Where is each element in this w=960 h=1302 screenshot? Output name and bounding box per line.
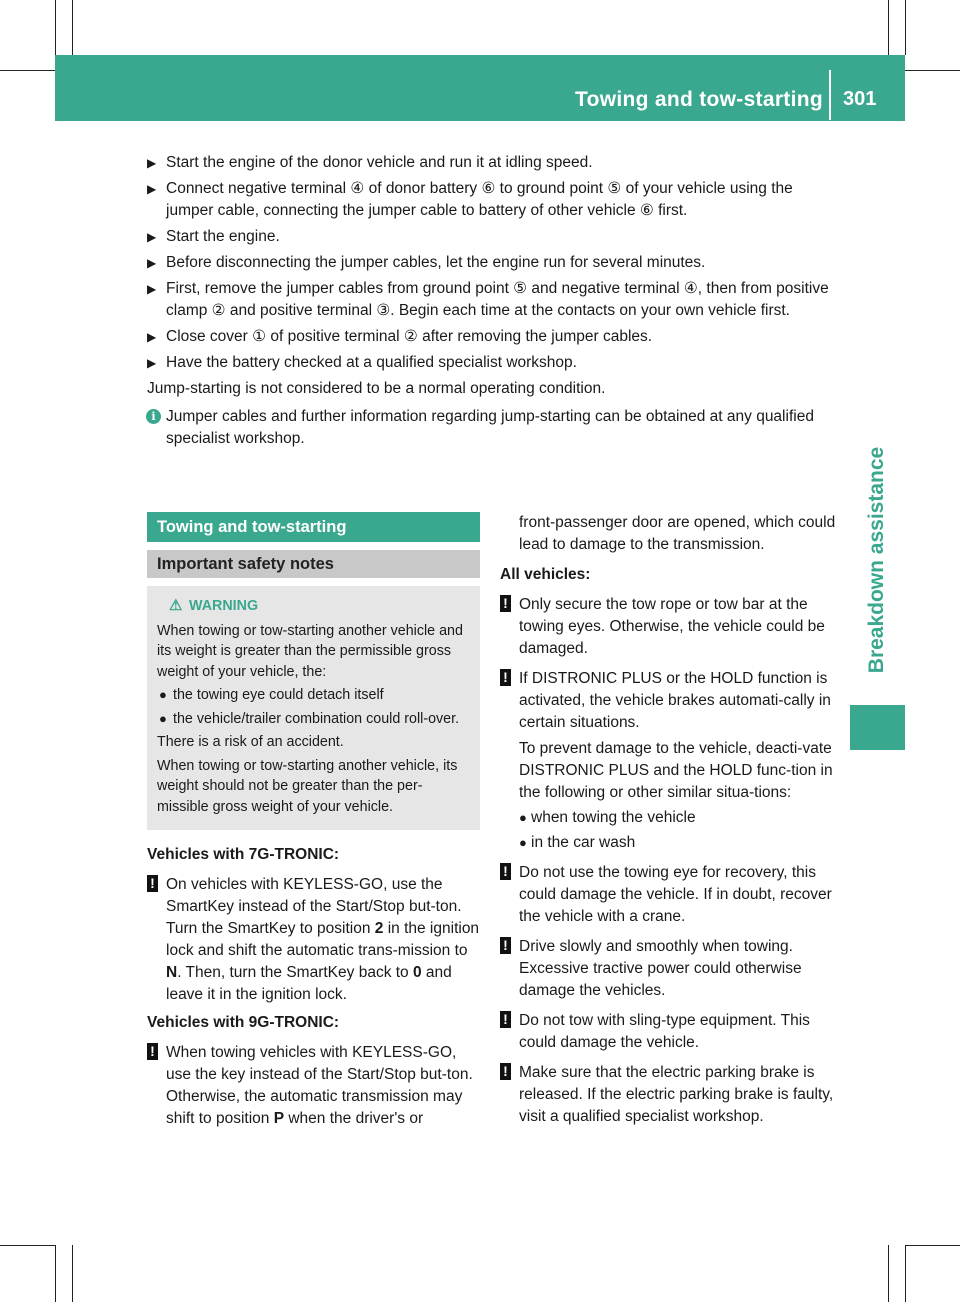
step-item: ▶ Close cover ① of positive terminal ② after removing the jumper cables. — [147, 326, 837, 348]
page-title: Towing and tow-starting — [575, 88, 823, 111]
heading-all-vehicles: All vehicles: — [500, 566, 591, 583]
side-tab-marker — [850, 705, 905, 750]
warning-title: ⚠ WARNING — [157, 596, 472, 617]
warning-icon: ⚠ — [169, 597, 183, 614]
step-item: ▶ Before disconnecting the jumper cables, let the engine run for several minutes. — [147, 252, 837, 274]
note-item: ! If DISTRONIC PLUS or the HOLD function is activated, the vehicle brakes automati-cally in certain situations. — [500, 668, 836, 734]
page-number: 301 — [843, 88, 877, 110]
arrow-icon: ▶ — [147, 282, 157, 296]
step-item: ▶ Start the engine of the donor vehicle and run it at idling speed. — [147, 152, 837, 174]
crop-mark — [905, 1245, 960, 1246]
bullet-icon: ● — [519, 835, 527, 850]
section-heading: Towing and tow-starting — [147, 512, 480, 542]
side-tab-label: Breakdown assistance — [865, 446, 888, 674]
right-column — [500, 512, 836, 1132]
arrow-icon: ▶ — [147, 356, 157, 370]
warning-intro: When towing or tow-starting another vehicle and its weight is greater than the permissible gross weight of your vehicle, the: — [157, 622, 463, 680]
attention-icon: ! — [147, 1043, 158, 1060]
attention-icon: ! — [500, 669, 511, 686]
note-item: ! Drive slowly and smoothly when towing. Excessive tractive power could otherwise damage the vehicles. — [500, 936, 836, 1002]
warning-bullet: ● the vehicle/trailer combination could roll-over. — [157, 709, 472, 730]
crop-mark — [888, 0, 889, 55]
crop-mark — [72, 0, 73, 55]
note-9g-tronic: ! When towing vehicles with KEYLESS-GO, use the key instead of the Start/Stop but-ton. Otherwise, the automatic transmission may shift to position P when the driver's or — [147, 1042, 480, 1130]
step-item: ▶ Have the battery checked at a qualified specialist workshop. — [147, 352, 837, 374]
attention-icon: ! — [500, 937, 511, 954]
note-item: ! Make sure that the electric parking brake is released. If the electric parking brake is faulty, visit a qualified specialist workshop. — [500, 1062, 836, 1128]
bullet-icon: ● — [519, 810, 527, 825]
arrow-icon: ▶ — [147, 256, 157, 270]
heading-7g-tronic: Vehicles with 7G-TRONIC: — [147, 846, 340, 863]
crop-mark — [55, 1245, 56, 1302]
attention-icon: ! — [500, 1011, 511, 1028]
arrow-icon: ▶ — [147, 230, 157, 244]
arrow-icon: ▶ — [147, 330, 157, 344]
warning-box — [147, 586, 480, 830]
crop-mark — [0, 1245, 55, 1246]
crop-mark — [55, 0, 56, 55]
bullet-icon: ● — [159, 710, 167, 726]
warning-bullet: ● the towing eye could detach itself — [157, 685, 472, 706]
prevent-text: To prevent damage to the vehicle, deacti-vate DISTRONIC PLUS and the HOLD func-tion in the following or other similar situa-tions: — [519, 740, 833, 801]
left-column — [147, 512, 480, 1134]
arrow-icon: ▶ — [147, 182, 157, 196]
bullet-icon: ● — [159, 687, 167, 702]
attention-icon: ! — [500, 1063, 511, 1080]
list-item: ● in the car wash — [519, 832, 836, 854]
arrow-icon: ▶ — [147, 156, 157, 170]
list-item: ● when towing the vehicle — [519, 807, 836, 829]
attention-icon: ! — [147, 875, 158, 892]
info-icon: i — [146, 409, 161, 424]
jump-start-steps — [147, 152, 837, 450]
warning-risk: There is a risk of an accident. — [157, 734, 344, 750]
crop-mark — [72, 1245, 73, 1302]
jump-start-note: Jump-starting is not considered to be a normal operating condition. — [147, 380, 606, 397]
crop-mark — [0, 70, 55, 71]
subsection-heading: Important safety notes — [147, 550, 480, 578]
step-item: ▶ First, remove the jumper cables from ground point ⑤ and negative terminal ④, then from positive clamp ② and positive terminal ③. Begin each time at the contacts on your own vehicle first. — [147, 280, 829, 319]
note-item: ! Do not tow with sling-type equipment. This could damage the vehicle. — [500, 1010, 836, 1054]
crop-mark — [905, 0, 906, 55]
situation-list — [500, 807, 836, 854]
note-7g-tronic: ! On vehicles with KEYLESS-GO, use the SmartKey instead of the Start/Stop but-ton. Turn the SmartKey to position 2 in the ignition lock and shift the automatic trans-mission to N. Then, turn the SmartKey back to 0 and leave it in the ignition lock. — [147, 874, 480, 1006]
step-item: ▶ Start the engine. — [147, 226, 837, 248]
attention-icon: ! — [500, 863, 511, 880]
header-divider — [829, 70, 831, 120]
heading-9g-tronic: Vehicles with 9G-TRONIC: — [147, 1014, 340, 1031]
continued-text: front-passenger door are opened, which could lead to damage to the transmission. — [519, 514, 836, 553]
info-note: i Jumper cables and further information regarding jump-starting can be obtained at any qualified specialist workshop. — [147, 406, 837, 450]
crop-mark — [905, 1245, 906, 1302]
step-item: ▶ Connect negative terminal ④ of donor battery ⑥ to ground point ⑤ of your vehicle using the jumper cable, connecting the jumper cable to battery of other vehicle ⑥ first. — [147, 180, 793, 219]
warning-advice: When towing or tow-starting another vehicle, its weight should not be greater than the per-missible gross weight of your vehicle. — [157, 757, 458, 815]
attention-icon: ! — [500, 595, 511, 612]
crop-mark — [888, 1245, 889, 1302]
crop-mark — [905, 70, 960, 71]
note-item: ! Only secure the tow rope or tow bar at the towing eyes. Otherwise, the vehicle could be damaged. — [500, 594, 836, 660]
note-item: ! Do not use the towing eye for recovery, this could damage the vehicle. If in doubt, recover the vehicle with a crane. — [500, 862, 836, 928]
